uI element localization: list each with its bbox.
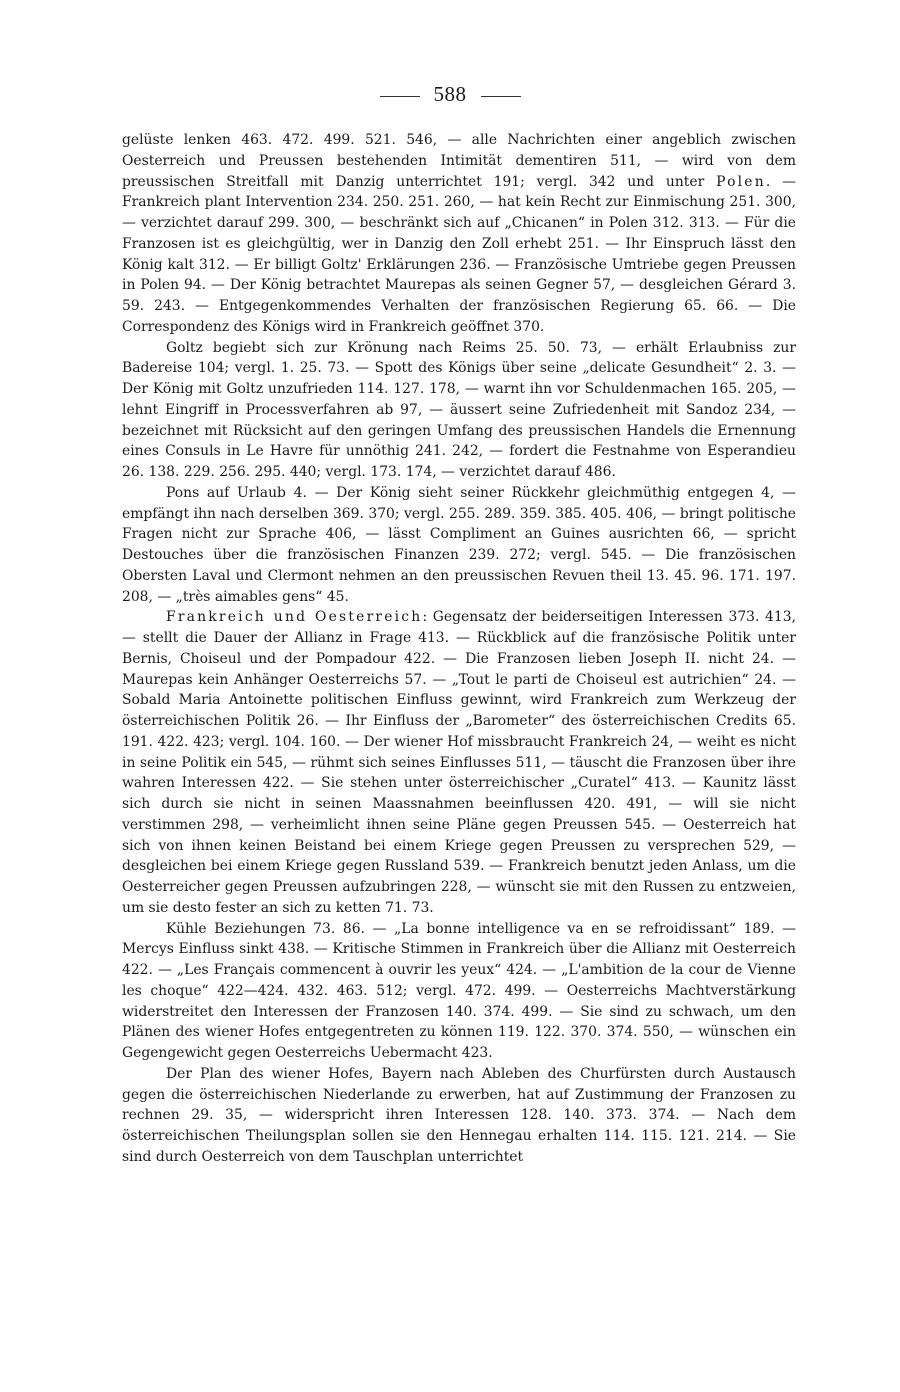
page-number: 588 — [433, 82, 467, 106]
paragraph — [122, 1064, 796, 1168]
paragraph — [122, 919, 796, 1064]
text-run: Goltz begiebt sich zur Krönung nach Reims 25. 50. 73, — erhält Erlaubniss zur Badereise 104; vergl. 1. 25. 73. — Spott des Königs über seine „delicate Gesundheit“ 2. 3. — Der König mit Goltz unzufrieden 114. 127. 178, — warnt ihn vor Schuldenmachen 165. 205, — lehnt Eingriff in Processverfahren ab 97, — äussert seine Zufriedenheit mit Sandoz 234, — bezeichnet mit Rücksicht auf den geringen Umfang des preussischen Handels die Ernennung eines Consuls in Le Havre für unnöthig 241. 242, — fordert die Festnahme von Esperandieu 26. 138. 229. 256. 295. 440; vergl. 173. 174, — verzichtet darauf 486. — [122, 339, 796, 480]
paragraph — [122, 338, 796, 483]
paragraph — [122, 130, 796, 338]
text-run: . — Frankreich plant Intervention 234. 250. 251. 260, — hat kein Recht zur Einmischung 251. 300, — verzichtet darauf 299. 300, — beschränkt sich auf „Chicanen“ in Polen 312. 313. — Für die Franzosen ist es gleichgültig, wer in Danzig den Zoll erhebt 251. — Ihr Einspruch lässt den König kalt 312. — Er billigt Goltz' Erklärungen 236. — Französische Umtriebe gegen Preussen in Polen 94. — Der König betrachtet Maurepas als seinen Gegner 57, — desgleichen Gérard 3. 59. 243. — Entgegenkommendes Verhalten der französischen Regierung 65. 66. — Die Correspondenz des Königs wird in Frankreich geöffnet 370. — [122, 173, 797, 335]
text-run: gelüste lenken 463. 472. 499. 521. 546, — alle Nachrichten einer angeblich zwischen Oesterreich und Preussen bestehenden Intimität dementiren 511, — wird von dem preussischen Streitfall mit Danzig unterrichtet 191; vergl. 342 und unter — [122, 132, 796, 190]
index-text-block — [122, 130, 796, 1168]
text-run: Der Plan des wiener Hofes, Bayern nach Ableben des Churfürsten durch Austausch gegen die österreichischen Niederlande zu erwerben, hat auf Zustimmung der Franzosen zu rechnen 29. 35, — widerspricht ihren Interessen 128. 140. 373. 374. — Nach dem österreichischen Theilungsplan sollen sie den Hennegau erhalten 114. 115. 121. 214. — Sie sind durch Oesterreich von dem Tauschplan unterrichtet — [122, 1065, 796, 1165]
spaced-keyword: Polen — [716, 173, 766, 190]
page-header — [0, 82, 900, 107]
header-rule-right — [481, 96, 521, 97]
header-rule-left — [380, 96, 420, 97]
paragraph — [122, 483, 796, 608]
spaced-keyword: Frankreich und Oesterreich — [166, 609, 423, 626]
paragraph — [122, 607, 796, 918]
text-run: Kühle Beziehungen 73. 86. — „La bonne intelligence va en se refroidissant“ 189. — Mercys Einfluss sinkt 438. — Kritische Stimmen in Frankreich über die Allianz mit Oesterreich 422. — „Les Français commencent à ouvrir les yeux“ 424. — „L'ambition de la cour de Vienne les choque“ 422—424. 432. 463. 512; vergl. 472. 499. — Oesterreichs Machtverstärkung widerstreitet den Interessen der Franzosen 140. 374. 499. — Sie sind zu schwach, um den Plänen des wiener Hofes entgegentreten zu können 119. 122. 370. 374. 550, — wünschen ein Gegengewicht gegen Oesterreichs Uebermacht 423. — [122, 920, 796, 1061]
text-run: : Gegensatz der beiderseitigen Interessen 373. 413, — stellt die Dauer der Allianz in Frage 413. — Rückblick auf die französische Politik unter Bernis, Choiseul und der Pompadour 422. — Die Franzosen lieben Joseph II. nicht 24. — Maurepas kein Anhänger Oesterreichs 57. — „Tout le parti de Choiseul est autrichien“ 24. — Sobald Maria Antoinette politischen Einfluss gewinnt, wird Frankreich zum Werkzeug der österreichischen Politik 26. — Ihr Einfluss der „Barometer“ des österreichischen Credits 65. 191. 422. 423; vergl. 104. 160. — Der wiener Hof missbraucht Frankreich 24, — weiht es nicht in seine Politik ein 545, — rühmt sich seines Einflusses 511, — täuscht die Franzosen über ihre wahren Interessen 422. — Sie stehen unter österreichischer „Curatel“ 413. — Kaunitz lässt sich durch sie nicht in seinen Maassnahmen beeinflussen 420. 491, — will sie nicht verstimmen 298, — verheimlicht ihnen seine Pläne gegen Preussen 545. — Oesterreich hat sich von ihnen keinen Beistand bei einem Kriege gegen Preussen zu versprechen 529, — desgleichen bei einem Kriege gegen Russland 539. — Frankreich benutzt jeden Anlass, um die Oesterreicher gegen Preussen aufzubringen 228, — wünscht sie mit den Russen zu entzweien, um sie desto fester an sich zu ketten 71. 73. — [122, 609, 796, 916]
text-run: Pons auf Urlaub 4. — Der König sieht seiner Rückkehr gleichmüthig entgegen 4, — empfängt ihn nach derselben 369. 370; vergl. 255. 289. 359. 385. 405. 406, — bringt politische Fragen nicht zur Sprache 406, — lässt Compliment an Guines ausrichten 66, — spricht Destouches über die französischen Finanzen 239. 272; vergl. 545. — Die französischen Obersten Laval und Clermont nehmen an den preussischen Revuen theil 13. 45. 96. 171. 197. 208, — „très aimables gens“ 45. — [122, 484, 796, 605]
